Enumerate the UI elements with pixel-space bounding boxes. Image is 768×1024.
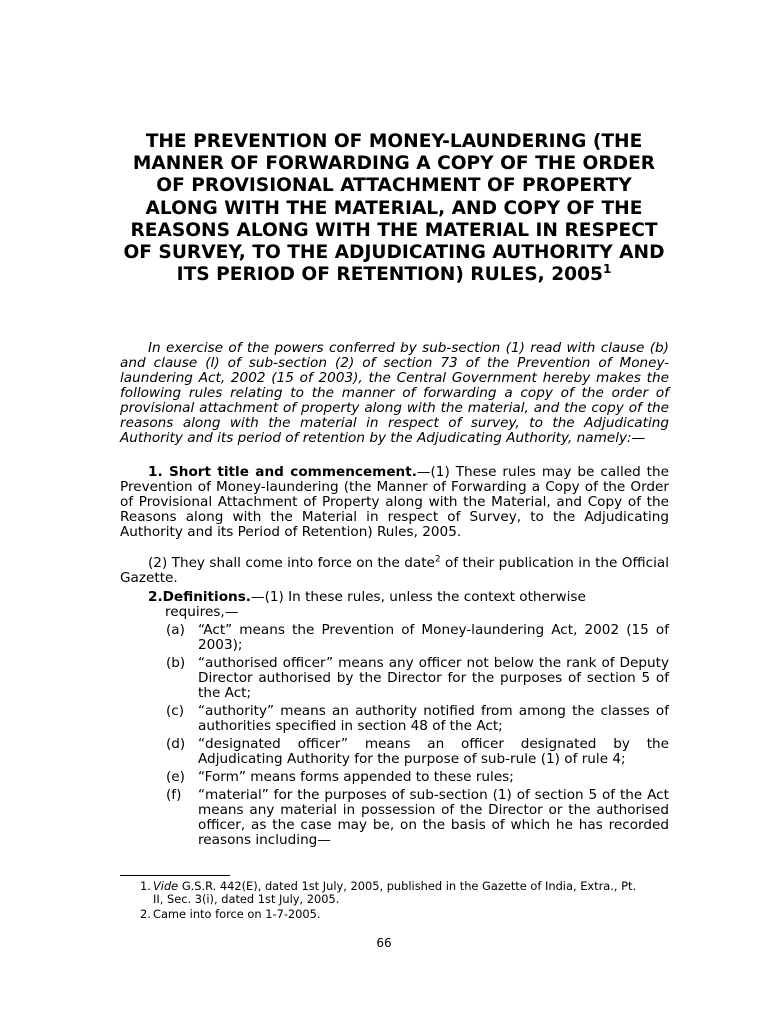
definition-item [120,788,669,848]
definition-label: (b) [166,655,186,671]
rule-2-text: —(1) In these rules, unless the context otherwise [250,589,586,605]
footnote-number: 2. [140,907,151,921]
document-title [120,131,668,286]
definitions-list [120,623,686,848]
definition-label: (e) [166,769,185,785]
footnote-number: 1. [140,879,151,893]
definition-item [120,656,669,701]
definition-text: “authority” means an authority notified from among the classes of authorities specified in section 48 of the Act; [198,703,669,734]
footnote-item [120,908,640,921]
definition-text: “Form” means forms appended to these rules; [198,769,514,785]
definition-item [120,704,669,734]
definition-label: (a) [166,622,185,638]
footnote-divider [120,875,230,876]
footnote-vide: Vide [153,879,179,893]
rule-2-heading: 2.Definitions. [148,589,251,605]
definition-item [120,623,669,653]
footnote-text: Came into force on 1-7-2005. [153,907,321,921]
definition-text: “material” for the purposes of sub-section (1) of section 5 of the Act means any material in possession of the Director or the authorised officer, as the case may be, on the basis of which he has recorded reasons including— [198,787,669,848]
definition-label: (c) [166,703,185,719]
footnote-item [120,880,640,906]
rule-1-sub2-after: of their publication in the Official Gazette. [120,555,669,586]
rule-1-heading: 1. Short title and commencement. [148,464,417,480]
rule-1-text: —(1) These rules may be called the Prevention of Money-laundering (the Manner of Forwarding a Copy of the Order of Provisional Attachment of Property along with the Material, and Copy of the Reasons along with the Material in respect of Survey, to the Adjudicating Authority and its Period of Retention) Rules, 2005. [120,464,669,540]
definition-text: “authorised officer” means any officer not below the rank of Deputy Director authorised by the Director for the purposes of section 5 of the Act; [198,655,669,701]
rule-2-lead [120,590,686,605]
rule-1-sub2-before: (2) They shall come into force on the date [148,555,435,571]
definition-text: “designated officer” means an officer designated by the Adjudicating Authority for the purpose of sub-rule (1) of rule 4; [198,736,669,767]
rule-2-lead-continued: requires,— [165,604,239,620]
page-number: 66 [376,936,392,950]
rule-1-paragraph [120,465,669,540]
definition-label: (d) [166,736,186,752]
footnotes [120,880,640,923]
definition-label: (f) [166,787,182,803]
preamble-paragraph: In exercise of the powers conferred by sub-section (1) read with clause (b) and clause (l) of sub-section (2) of section 73 of the Prevention of Money-laundering Act, 2002 (15 of 2003), the Central Government hereby makes the following rules relating to the manner of forwarding a copy of the order of provisional attachment of property along with the material, and the copy of the reasons along with the material in respect of survey, to the Adjudicating Authority and its period of retention by the Adjudicating Authority, namely:— [120,340,669,446]
definition-item [120,737,669,767]
definition-item [120,770,669,785]
rule-2-section [120,590,686,851]
footnote-text: G.S.R. 442(E), dated 1st July, 2005, published in the Gazette of India, Extra., Pt. II, Sec. 3(i), dated 1st July, 2005. [153,879,637,906]
rule-1-sub2-footnote-mark: 2 [434,554,441,565]
definition-text: “Act” means the Prevention of Money-laundering Act, 2002 (15 of 2003); [198,622,669,653]
title-footnote-mark: 1 [602,262,612,277]
title-text: THE PREVENTION OF MONEY-LAUNDERING (THE MANNER OF FORWARDING A COPY OF THE ORDER OF PROVISIONAL ATTACHMENT OF PROPERTY ALONG WITH THE MATERIAL, AND COPY OF THE REASONS ALONG WITH THE MATERIAL IN RESPECT OF SURVEY, TO THE ADJUDICATING AUTHORITY AND ITS PERIOD OF RETENTION) RULES, 2005 [123,131,665,286]
rule-1-sub2-paragraph [120,556,669,586]
